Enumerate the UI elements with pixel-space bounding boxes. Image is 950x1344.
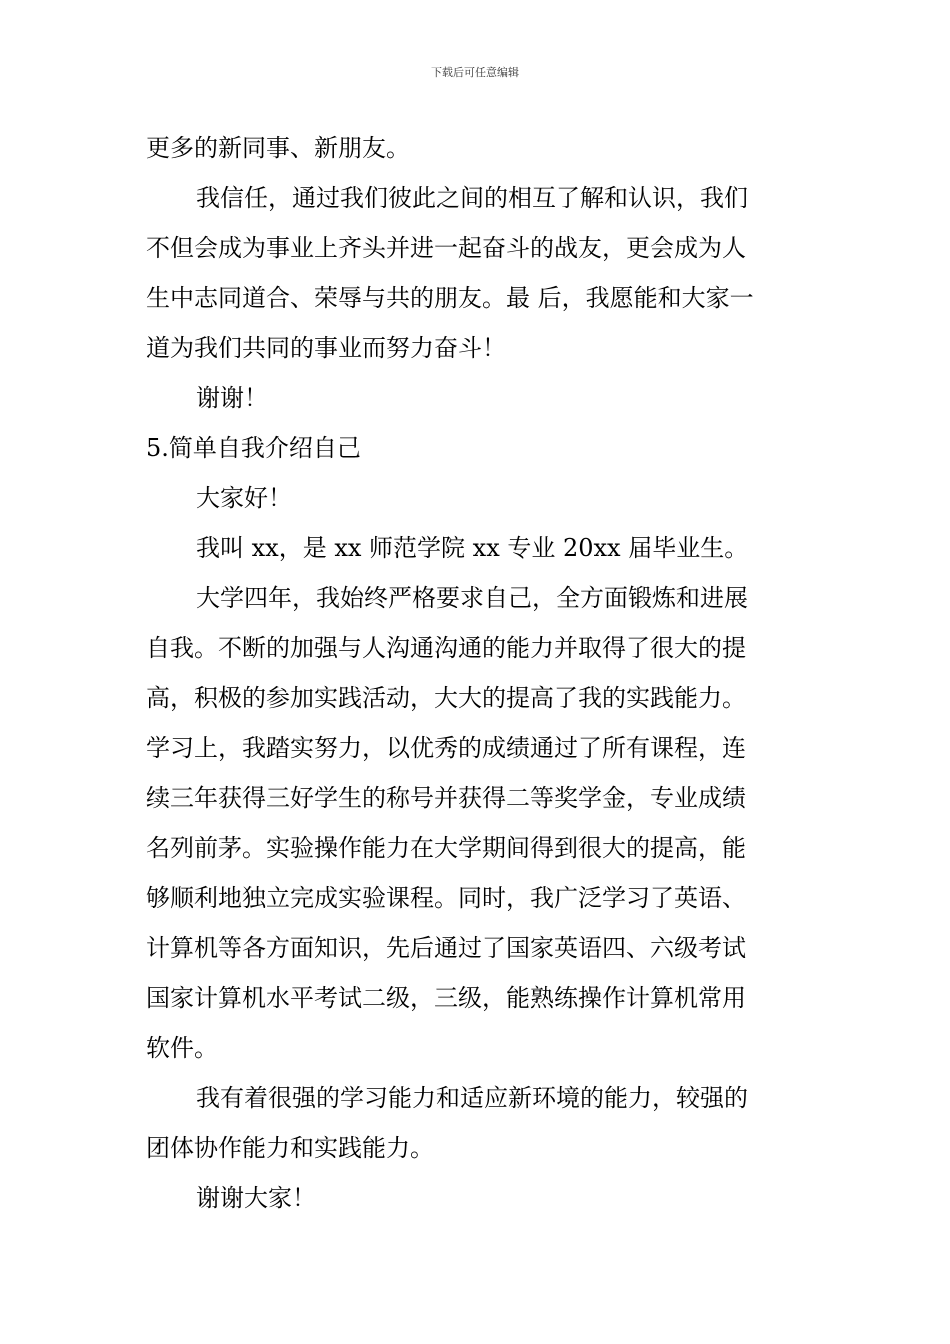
body-line: 生中志同道合、荣辱与共的朋友。最 后，我愿能和大家一 xyxy=(146,284,754,312)
body-line: 不但会成为事业上齐头并进一起奋斗的战友，更会成为人 xyxy=(146,234,746,262)
body-line: 名列前茅。实验操作能力在大学期间得到很大的提高，能 xyxy=(146,834,746,862)
body-line: 学习上，我踏实努力，以优秀的成绩通过了所有课程，连 xyxy=(146,734,746,762)
body-line: 自我。不断的加强与人沟通沟通的能力并取得了很大的提 xyxy=(146,634,746,662)
body-line: 谢谢！ xyxy=(196,384,268,412)
body-line: 更多的新同事、新朋友。 xyxy=(146,134,410,162)
page-header: 下载后可任意编辑 xyxy=(431,66,519,79)
section-heading: 5.简单自我介绍自己 xyxy=(146,434,361,462)
body-line: 我信任，通过我们彼此之间的相互了解和认识，我们 xyxy=(196,184,748,212)
body-line: 团体协作能力和实践能力。 xyxy=(146,1134,434,1162)
body-line: 大学四年，我始终严格要求自己，全方面锻炼和进展 xyxy=(196,584,748,612)
body-line: 我叫 xx，是 xx 师范学院 xx 专业 20xx 届毕业生。 xyxy=(196,534,749,562)
body-line: 我有着很强的学习能力和适应新环境的能力，较强的 xyxy=(196,1084,748,1112)
body-line: 够顺利地独立完成实验课程。同时，我广泛学习了英语、 xyxy=(146,884,746,912)
body-line: 道为我们共同的事业而努力奋斗！ xyxy=(146,334,506,362)
body-line: 软件。 xyxy=(146,1034,218,1062)
body-line: 国家计算机水平考试二级，三级，能熟练操作计算机常用 xyxy=(146,984,746,1012)
body-line: 计算机等各方面知识，先后通过了国家英语四、六级考试 xyxy=(146,934,746,962)
body-line: 谢谢大家！ xyxy=(196,1184,316,1212)
body-line: 高，积极的参加实践活动，大大的提高了我的实践能力。 xyxy=(146,684,746,712)
body-line: 大家好！ xyxy=(196,484,292,512)
body-line: 续三年获得三好学生的称号并获得二等奖学金，专业成绩 xyxy=(146,784,746,812)
